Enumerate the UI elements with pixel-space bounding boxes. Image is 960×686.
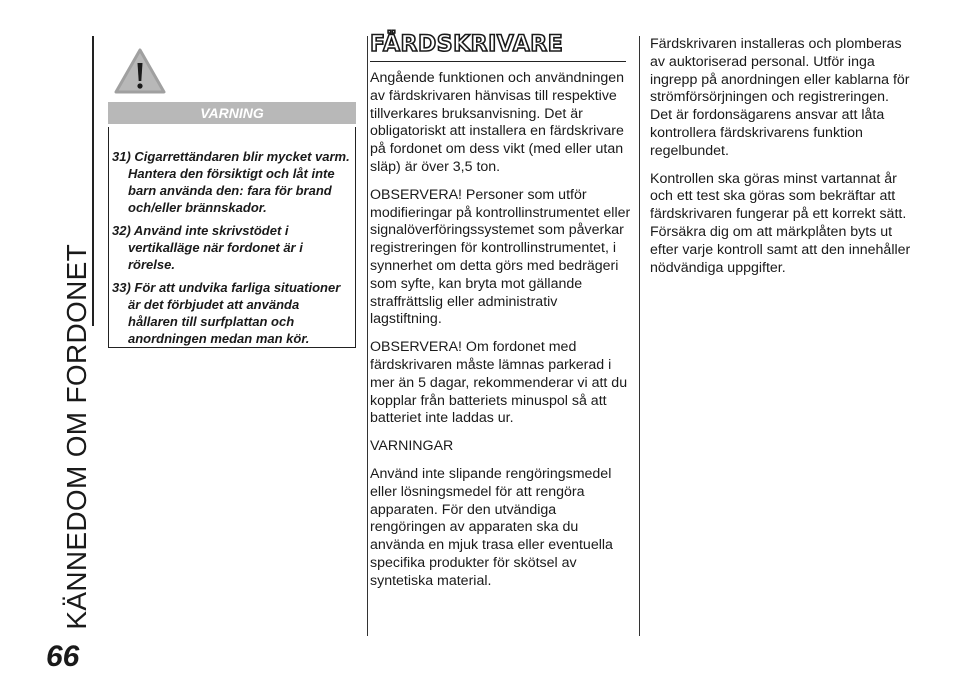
left-vertical-rule [92,36,94,326]
subheading-varningar: VARNINGAR [370,438,454,455]
paragraph: OBSERVERA! Personer som utför modifieringar på kontrollinstrumentet eller signalöverföringssystemet som påverkar registreringen för kontrollinstrumentet, i synnerhet om detta görs med bedrägeri som syfte, kan bryta mot gällande straffrättslig eller administrativ lagstiftning. [370,186,631,328]
warning-title: VARNING [200,105,264,121]
paragraph: OBSERVERA! Om fordonet med färdskrivaren måste lämnas parkerad i mer än 5 dagar, rekommenderar vi att du kopplar från batteriets minuspol så att batteriet inte laddas ur. [370,339,628,427]
side-chapter-title [52,30,102,630]
paragraph: Kontrollen ska göras minst vartannat år och ett test ska göras som bekräftar att färdskrivaren fungerar på ett korrekt sätt. Försäkra dig om att märkplåten byts ut efter varje kontroll samt att den innehåller nödvändiga uppgifter. [650,170,911,276]
warning-triangle-icon [112,46,168,96]
warning-title-bar [108,102,356,124]
column-divider-2 [639,36,640,636]
right-column-text [650,36,912,287]
side-chapter-title-text: KÄNNEDOM OM FORDONET [61,244,92,630]
warning-list [112,148,352,353]
warning-item: 33) För att undvika farliga situationer är det förbjudet att använda hållaren till surfplattan och anordningen medan man kör. [112,280,341,346]
column-divider-1 [367,36,368,636]
paragraph: Färdskrivaren installeras och plomberas av auktoriserad personal. Utför inga ingrepp på anordningen eller kablarna för strömförsörjningen och registreringen. Det är fordonsägarens ansvar att låta kontrollera färdskrivarens funktion regelbundet. [650,36,910,159]
warning-item: 32) Använd inte skrivstödet i vertikalläge när fordonet är i rörelse. [112,223,303,272]
paragraph: Angående funktionen och användningen av färdskrivaren hänvisas till respektive tillverkares bruksanvisning. Det är obligatoriskt att installera en färdskrivare på fordonet om dess vikt (med eller utan släp) är över 3,5 ton. [370,70,625,175]
middle-column-text [370,70,632,601]
page-number: 66 [46,640,80,673]
section-heading: FÄRDSKRIVARE [370,32,626,62]
paragraph: Använd inte slipande rengöringsmedel eller lösningsmedel för att rengöra apparaten. För den utvändiga rengöringen av apparaten ska du använda en mjuk trasa eller eventuella specifika produkter för skötsel av syntetiska material. [370,465,613,589]
warning-item: 31) Cigarrettändaren blir mycket varm. Hantera den försiktigt och låt inte barn använda den: fara för brand och/eller brännskador. [112,149,350,215]
